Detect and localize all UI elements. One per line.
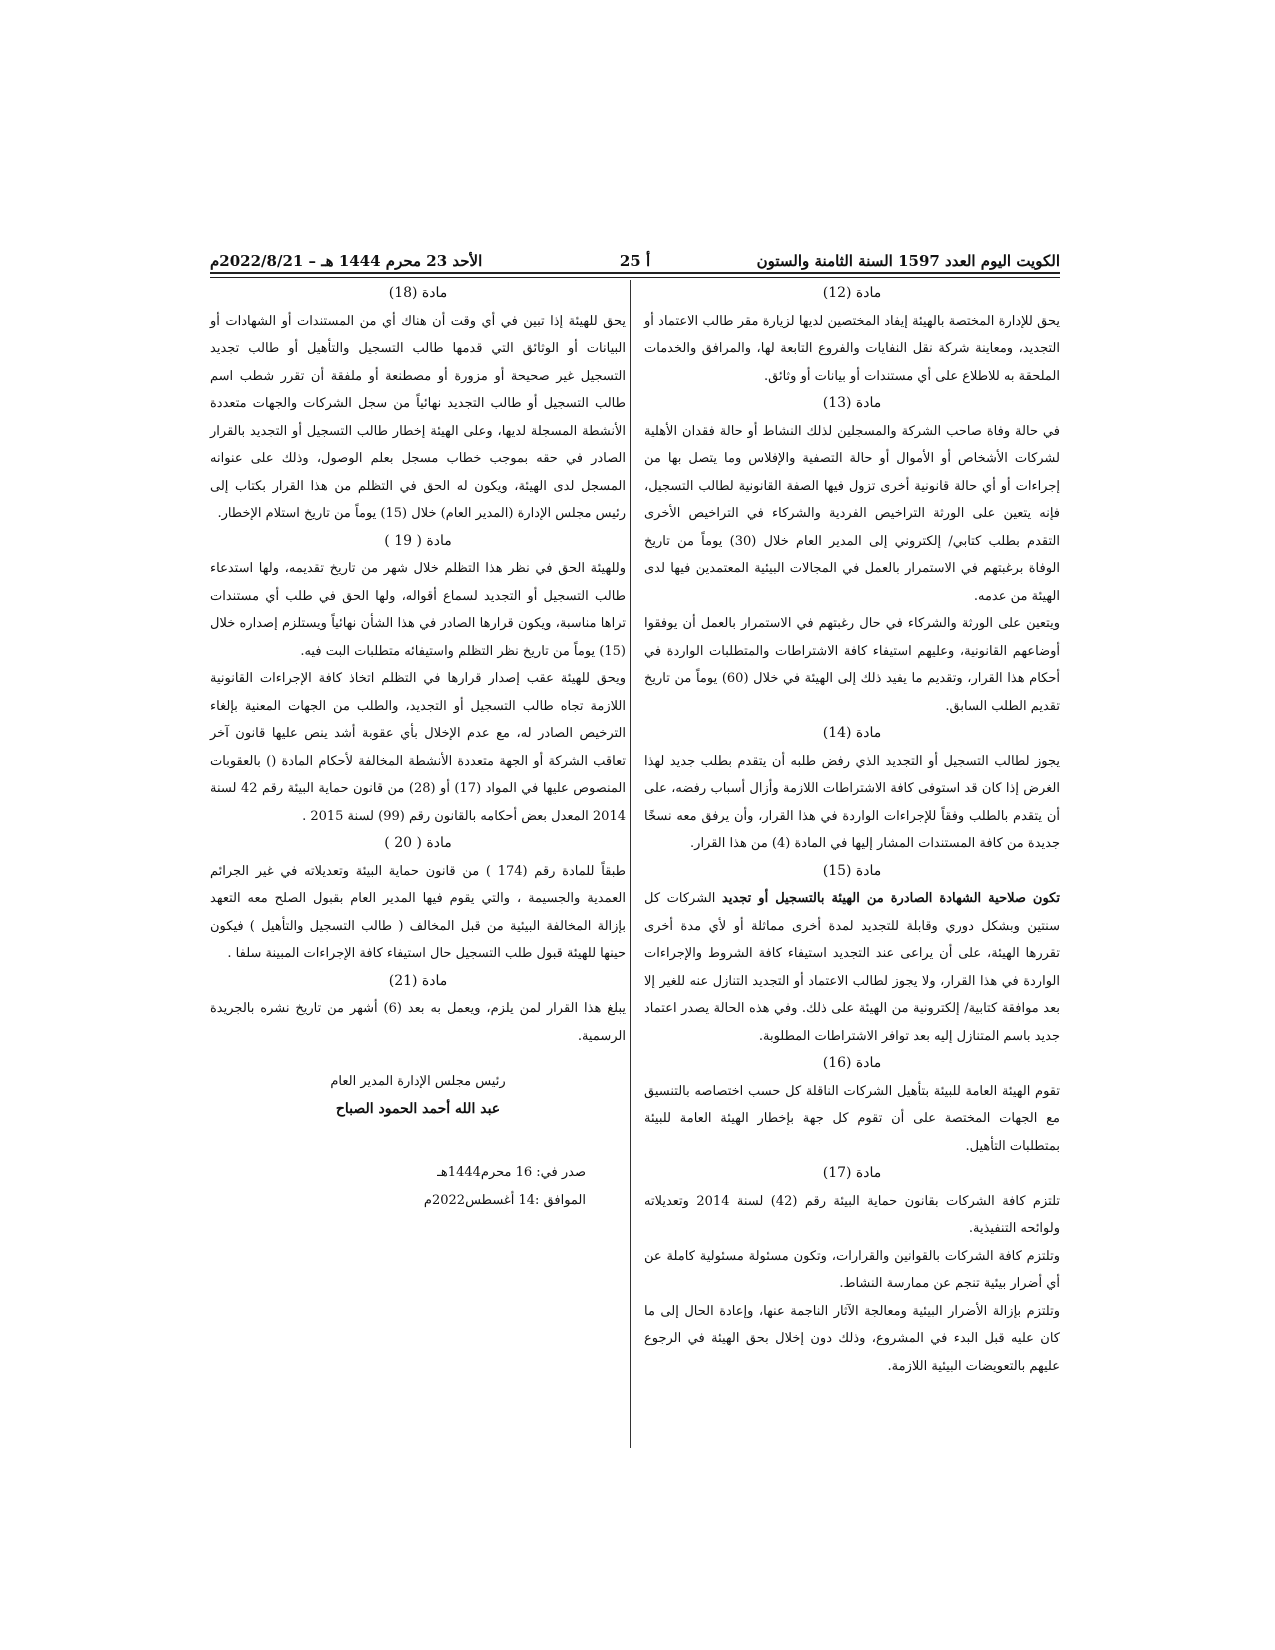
article-13-text-2: ويتعين على الورثة والشركاء في حال رغبتهم في الاستمرار بالعمل أن يوفقوا أوضاعهم القانونية، وعليهم استيفاء كافة الاشتراطات والمتطلبات الواردة في أحكام هذا القرار، وتقديم ما يفيد ذلك إلى الهيئة في خلال (60) يوماً من تاريخ تقديم الطلب السابق. — [644, 616, 1061, 714]
article-14-title: مادة (14) — [822, 725, 882, 741]
issued-date: صدر في: 16 محرم1444هـ — [437, 1165, 586, 1180]
signature-block — [210, 1068, 626, 1123]
page-header — [210, 236, 1060, 270]
article-18-text: يحق للهيئة إذا تبين في أي وقت أن هناك أي من المستندات أو الشهادات أو البيانات أو الوثائق التي قدمها طالب التسجيل والتأهيل أو طالب تجديد التسجيل غير صحيحة أو مزورة أو مصطنعة أو ملفقة أن تقرر شطب اسم طالب التسجيل أو طالب التجديد نهائياً من سجل الشركات والجهات متعددة الأنشطة المسجلة لديها، وعلى الهيئة إخطار طالب التسجيل أو التجديد بالقرار الصادر في حقه بموجب خطاب مسجل بعلم الوصول، وذلك على عنوانه المسجل لدى الهيئة، ويكون له الحق في التظلم من هذا القرار بكتاب إلى رئيس مجلس الإدارة (المدير العام) خلال (15) يوماً من تاريخ استلام الإخطار. — [210, 313, 626, 521]
article-19-text-2: ويحق للهيئة عقب إصدار قرارها في التظلم اتخاذ كافة الإجراءات القانونية اللازمة تجاه طالب التسجيل أو التجديد، والطلب من الجهات المعنية بإلغاء الترخيص الصادر له، مع عدم الإخلال بأي عقوبة أشد ينص عليها قانون آخر تعاقب الشركة أو الجهة متعددة الأنشطة المخالفة لأحكام المادة () بالعقوبات المنصوص عليها في المواد (17) أو (28) من قانون حماية البيئة رقم 42 لسنة 2014 المعدل بعض أحكامه بالقانون رقم (99) لسنة 2015 . — [210, 671, 626, 824]
left-column — [210, 280, 626, 1214]
article-21-text: يبلغ هذا القرار لمن يلزم، ويعمل به بعد (6) أشهر من تاريخ نشره بالجريدة الرسمية. — [210, 1001, 626, 1044]
article-15-title: مادة (15) — [822, 862, 882, 879]
article-20-title: مادة ( 20 ) — [384, 835, 452, 851]
header-rule-thin — [210, 277, 1060, 278]
article-13-title: مادة (13) — [822, 395, 882, 411]
corresponding-date: الموافق :14 أغسطس2022م — [423, 1192, 586, 1208]
signature-name: عبد الله أحمد الحمود الصباح — [335, 1100, 501, 1117]
article-19-text: وللهيئة الحق في نظر هذا التظلم خلال شهر من تاريخ تقديمه، ولها استدعاء طالب التسجيل أو التجديد لسماع أقواله، ولها الحق في طلب أي مستندات تراها مناسبة، ويكون قرارها الصادر في هذا الشأن نهائياً ويستلزم إصداره خلال (15) يوماً من تاريخ نظر التظلم واستيفائه متطلبات البت فيه. — [210, 561, 626, 659]
article-12-text: يحق للإدارة المختصة بالهيئة إيفاد المختصين لديها لزيارة مقر طالب الاعتماد أو التجديد، ومعاينة شركة نقل النفايات والفروع التابعة لها، والمرافق والخدمات الملحقة به للاطلاع على أي مستندات أو بيانات أو وثائق. — [644, 313, 1060, 384]
signature-title: رئيس مجلس الإدارة المدير العام — [330, 1074, 506, 1089]
article-12-title: مادة (12) — [822, 285, 882, 301]
article-19-title: مادة ( 19 ) — [384, 532, 452, 549]
article-21-title: مادة (21) — [388, 972, 448, 989]
article-17-text-2: وتلتزم كافة الشركات بالقوانين والقرارات، وتكون مسئولة مسئولية كاملة عن أي أضرار بيئية تنجم عن ممارسة النشاط. — [644, 1248, 1060, 1291]
header-page-number: أ 25 — [619, 252, 651, 270]
article-20-text: طبقاً للمادة رقم (174 ) من قانون حماية البيئة وتعديلاته في غير الجرائم العمدية والجسيمة ، والتي يقوم فيها المدير العام بقبول الصلح معه التعهد بإزالة المخالفة البيئية من قبل المخالف ( طالب التسجيل والتأهيل ) فيكون حينها للهيئة قبول طلب التسجيل حال استيفاء كافة الإجراءات المبينة سلفا . — [210, 863, 626, 961]
column-divider — [630, 280, 631, 1448]
article-17-text: تلتزم كافة الشركات بقانون حماية البيئة رقم (42) لسنة 2014 وتعديلاته ولوائحه التنفيذية. — [644, 1193, 1060, 1236]
article-14-text: يجوز لطالب التسجيل أو التجديد الذي رفض طلبه أن يتقدم بطلب جديد لهذا الغرض إذا كان قد استوفى كافة الاشتراطات اللازمة وأزال أسباب رفضه، على أن يتقدم بالطلب وفقاً للإجراءات الواردة في هذا القرار، وأن يرفق معه نسخًا جديدة من كافة المستندات المشار إليها في المادة (4) من هذا القرار. — [644, 753, 1060, 851]
header-date: الأحد 23 محرم 1444 هـ – 2022/8/21م — [210, 252, 483, 270]
article-17-text-3: وتلتزم بإزالة الأضرار البيئية ومعالجة الآثار الناجمة عنها، وإعادة الحال إلى ما كان عليه قبل البدء في المشروع، وذلك دون إخلال بحق الهيئة في الرجوع عليهم بالتعويضات البيئية اللازمة. — [644, 1303, 1060, 1374]
right-column — [644, 280, 1060, 1380]
issue-date-block — [210, 1159, 626, 1214]
article-15-body: الشركات كل سنتين وبشكل دوري وقابلة للتجديد لمدة أخرى مماثلة أو لأي مدة أخرى تقررها الهيئة، على أن يراعى عند التجديد استيفاء كافة الشروط والإجراءات الواردة في هذا القرار، ولا يجوز لطالب الاعتماد أو التجديد التنازل عنه للغير إلا بعد موافقة كتابية/ إلكترونية من الهيئة على ذلك. وفي هذه الحالة يصدر اعتماد جديد باسم المتنازل إليه بعد توافر الاشتراطات المطلوبة. — [644, 891, 1060, 1044]
article-16-text: تقوم الهيئة العامة للبيئة بتأهيل الشركات الناقلة كل حسب اختصاصه بالتنسيق مع الجهات المختصة على أن تقوم كل جهة بإخطار الهيئة العامة للبيئة بمتطلبات التأهيل. — [644, 1083, 1060, 1154]
header-rule — [210, 272, 1060, 274]
article-18-title: مادة (18) — [388, 285, 448, 301]
article-17-title: مادة (17) — [822, 1165, 882, 1181]
header-publication: الكويت اليوم العدد 1597 السنة الثامنة والستون — [756, 252, 1060, 270]
article-13-text: في حالة وفاة صاحب الشركة والمسجلين لذلك النشاط أو حالة فقدان الأهلية لشركات الأشخاص أو الأموال أو حالة التصفية والإفلاس وما يتصل بها من إجراءات أو أي حالة قانونية أخرى تزول فيها الصفة القانونية لطالب التسجيل، فإنه يتعين على الورثة التراخيص الفردية والشركاء في التراخيص الأخرى التقدم بطلب كتابي/ إلكتروني إلى المدير العام خلال (30) يوماً من تاريخ الوفاة برغبتهم في الاستمرار بالعمل في المجالات البيئية المعتمدين فيها لدى الهيئة من عدمه. — [644, 423, 1061, 604]
article-16-title: مادة (16) — [822, 1055, 882, 1071]
article-15-bold-lead: تكون صلاحية الشهادة الصادرة من الهيئة بالتسجيل أو تجديد — [722, 891, 1060, 906]
article-15-text — [644, 885, 1060, 1050]
